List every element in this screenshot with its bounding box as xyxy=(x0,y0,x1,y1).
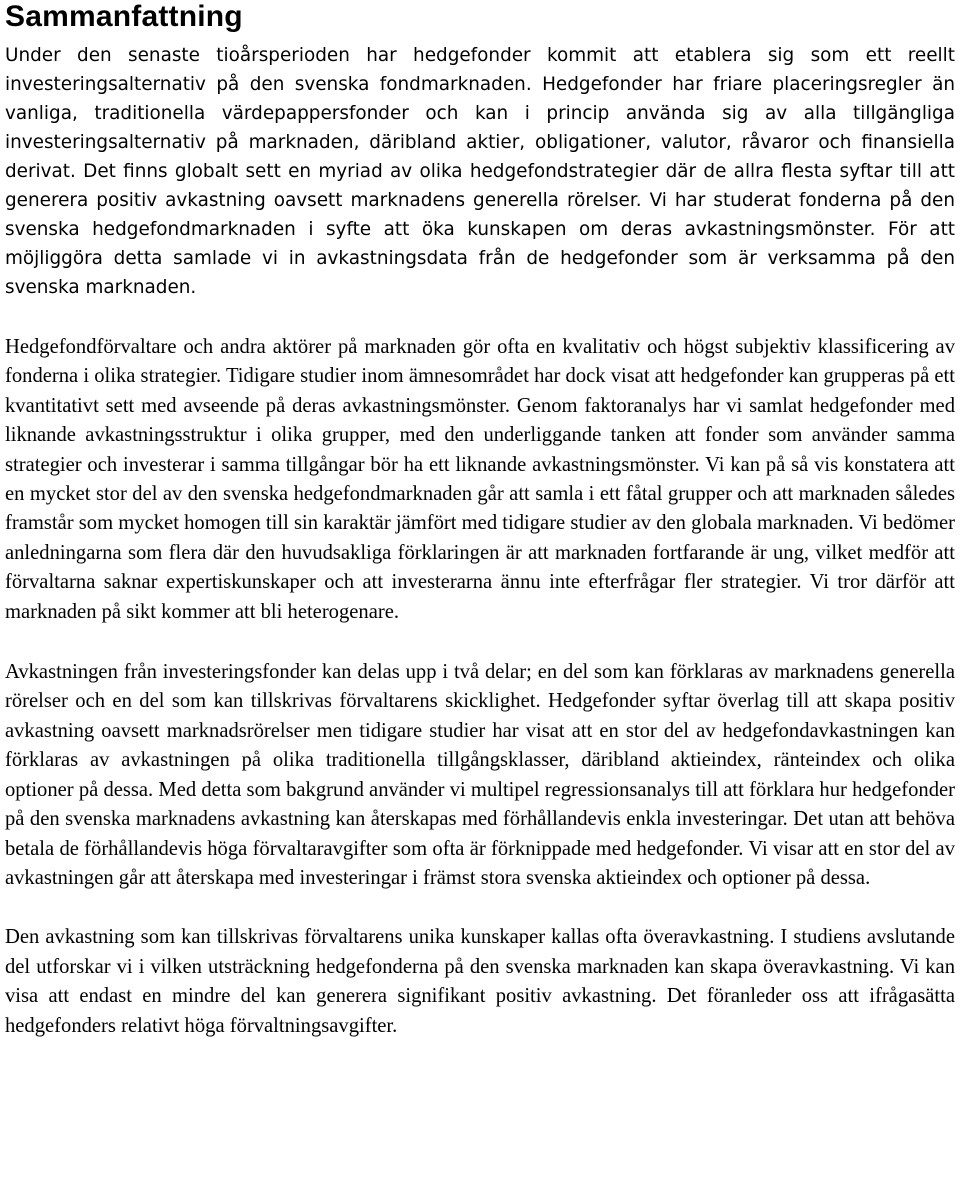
paragraph-excess-return: Den avkastning som kan tillskrivas förvaltarens unika kunskaper kallas ofta överavkastning. I studiens avslutande del utforskar vi i vilken utsträckning hedgefonderna på den svenska marknaden kan skapa överavkastning. Vi kan visa att endast en mindre del kan generera signifikant positiv avkastning. Det föranleder oss att ifrågasätta hedgefonders relativt höga förvaltningsavgifter. xyxy=(5,926,955,1037)
section-heading: Sammanfattning xyxy=(5,0,243,33)
document-page xyxy=(5,0,955,1041)
paragraph-classification: Hedgefondförvaltare och andra aktörer på marknaden gör ofta en kvalitativ och högst subjektiv klassificering av fonderna i olika strategier. Tidigare studier inom ämnesområdet har dock visat att hedgefonder kan grupperas på ett kvantitativt sett med avseende på deras avkastningsmönster. Genom faktoranalys har vi samlat hedgefonder med liknande avkastningsstruktur i olika grupper, med den underliggande tanken att fonder som använder samma strategier och investerar i samma tillgångar bör ha ett liknande avkastningsmönster. Vi kan på så vis konstatera att en mycket stor del av den svenska hedgefondmarknaden går att samla i ett fåtal grupper och att marknaden således framstår som mycket homogen till sin karaktär jämfört med tidigare studier av den globala marknaden. Vi bedömer anledningarna som flera där den huvudsakliga förklaringen är att marknaden fortfarande är ung, vilket medför att förvaltarna saknar expertiskunskaper och att investerarna ännu inte efterfrågar fler strategier. Vi tror därför att marknaden på sikt kommer att bli heterogenare. xyxy=(5,336,955,623)
paragraph-intro: Under den senaste tioårsperioden har hedgefonder kommit att etablera sig som ett reellt investeringsalternativ på den svenska fondmarknaden. Hedgefonder har friare placeringsregler än vanliga, traditionella värdepappersfonder och kan i princip använda sig av alla tillgängliga investeringsalternativ på marknaden, däribland aktier, obligationer, valutor, råvaror och finansiella derivat. Det finns globalt sett en myriad av olika hedgefondstrategier där de allra flesta syftar till att generera positiv avkastning oavsett marknadens generella rörelser. Vi har studerat fonderna på den svenska hedgefondmarknaden i syfte att öka kunskapen om deras avkastningsmönster. För att möjliggöra detta samlade vi in avkastningsdata från de hedgefonder som är verksamma på den svenska marknaden. xyxy=(5,45,955,298)
paragraph-return-decomposition: Avkastningen från investeringsfonder kan delas upp i två delar; en del som kan förklaras av marknadens generella rörelser och en del som kan tillskrivas förvaltarens skicklighet. Hedgefonder syftar överlag till att skapa positiv avkastning oavsett marknadsrörelser men tidigare studier har visat att en stor del av hedgefondavkastningen kan förklaras av avkastningen på olika traditionella tillgångsklasser, däribland aktieindex, ränteindex och olika optioner på dessa. Med detta som bakgrund använder vi multipel regressionsanalys till att förklara hur hedgefonder på den svenska marknadens avkastning kan återskapas med förhållandevis enkla investeringar. Det utan att behöva betala de förhållandevis höga förvaltaravgifter som ofta är förknippade med hedgefonder. Vi visar att en stor del av avkastningen går att återskapa med investeringar i främst stora svenska aktieindex och optioner på dessa. xyxy=(5,661,955,889)
